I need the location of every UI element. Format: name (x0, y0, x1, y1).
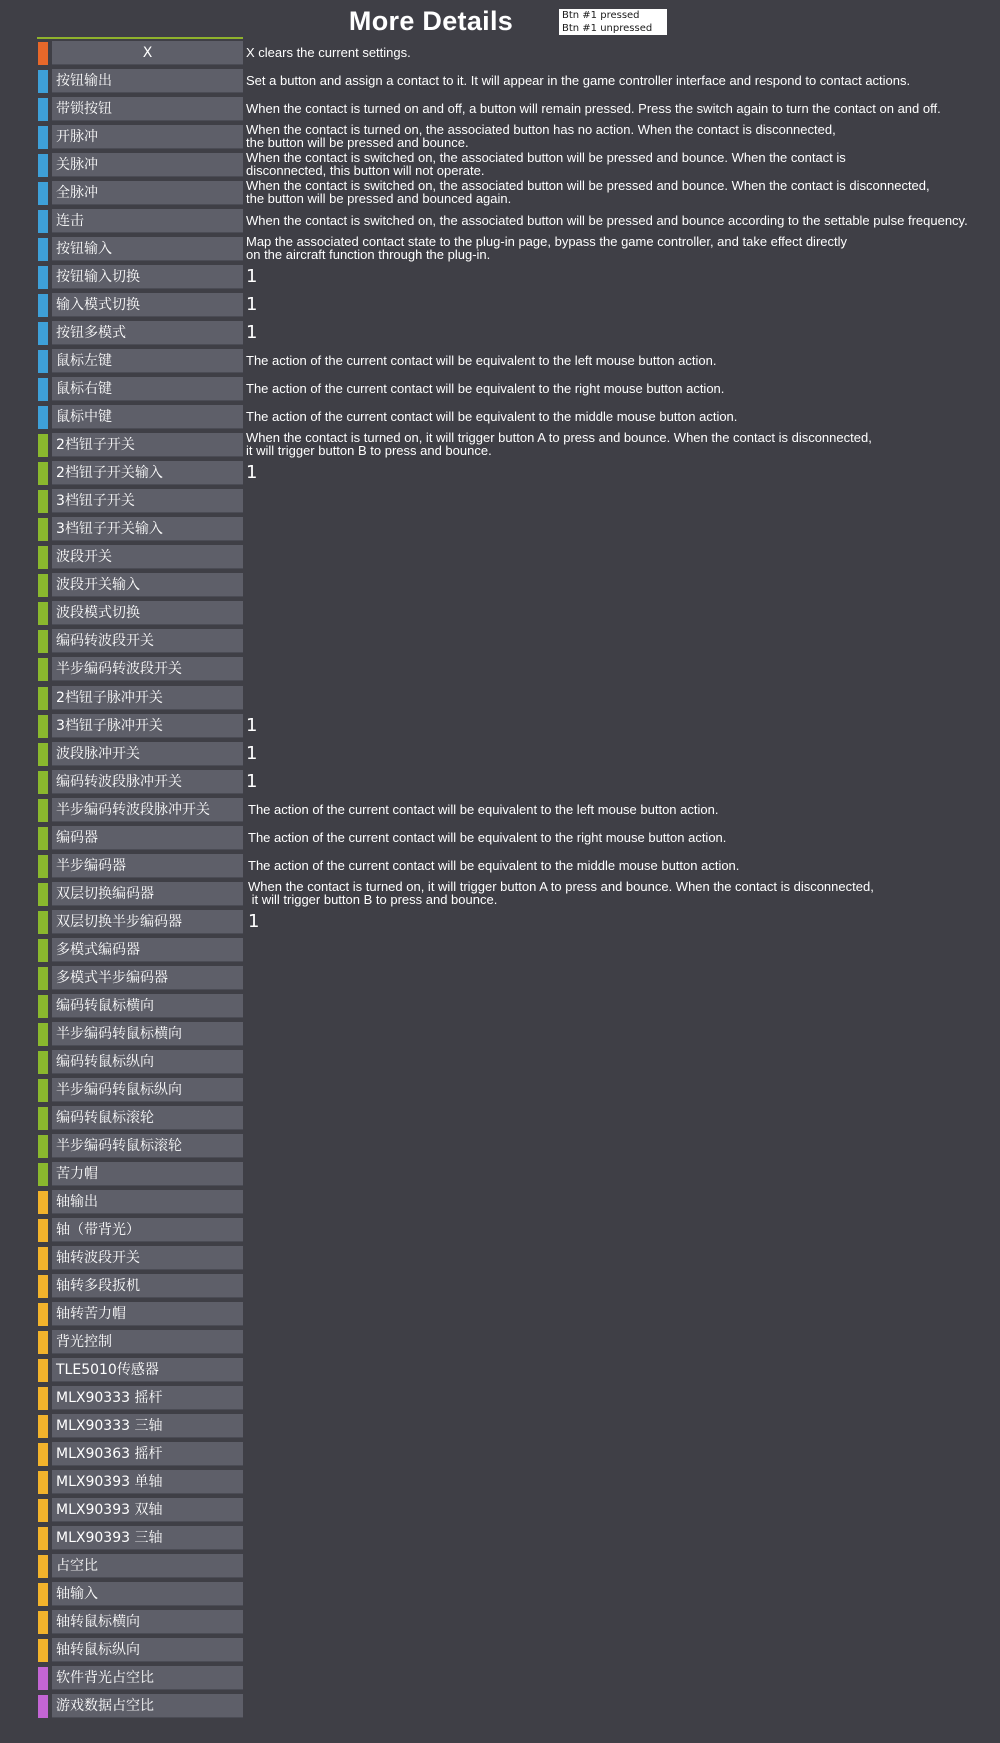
contact-type-button[interactable]: 半步编码转波段脉冲开关 (52, 798, 243, 822)
value-text: 1 (246, 294, 258, 316)
category-color-bar (38, 126, 48, 149)
category-color-bar (38, 827, 48, 850)
category-color-bar (38, 1499, 48, 1522)
category-color-bar (38, 238, 48, 261)
contact-type-button[interactable]: 2档钮子开关 (52, 433, 243, 457)
description-text: The action of the current contact will be equivalent to the middle mouse button action. (246, 409, 738, 425)
description-text: The action of the current contact will be equivalent to the middle mouse button action. (248, 857, 740, 873)
description-text: The action of the current contact will be equivalent to the left mouse button action. (248, 801, 719, 817)
contact-type-button[interactable]: 编码转鼠标横向 (52, 994, 243, 1018)
contact-type-button[interactable]: 波段开关输入 (52, 573, 243, 597)
category-color-bar (38, 406, 48, 429)
category-color-bar (38, 658, 48, 681)
description-text: Set a button and assign a contact to it. It will appear in the game controller interface and respond to contact actions. (246, 73, 911, 88)
contact-type-button[interactable]: 3档钮子开关 (52, 489, 243, 513)
contact-type-button[interactable]: 鼠标右键 (52, 377, 243, 401)
category-color-bar (38, 1471, 48, 1494)
contact-type-button[interactable]: 轴转鼠标纵向 (52, 1638, 243, 1662)
category-color-bar (38, 1695, 48, 1718)
description-text: When the contact is switched on, the associated button will be pressed and bounce according to the settable pulse frequency. (246, 213, 968, 229)
contact-type-button[interactable]: 3档钮子开关输入 (52, 517, 243, 541)
contact-type-button[interactable]: MLX90393 双轴 (52, 1498, 243, 1522)
category-color-bar (38, 743, 48, 766)
contact-type-button[interactable]: 2档钮子开关输入 (52, 461, 243, 485)
legend-unpressed-label: Btn #1 unpressed (562, 23, 653, 34)
contact-type-button[interactable]: 连击 (52, 209, 243, 233)
contact-type-button[interactable]: 背光控制 (52, 1330, 243, 1354)
contact-type-button[interactable]: 轴转波段开关 (52, 1246, 243, 1270)
value-text: 1 (246, 462, 258, 484)
contact-type-button[interactable]: 开脉冲 (52, 125, 243, 149)
contact-type-button[interactable]: 半步编码器 (52, 854, 243, 878)
category-color-bar (38, 855, 48, 878)
category-color-bar (38, 911, 48, 934)
description-text: When the contact is turned on, the associated button has no action. When the contact is disconnected, the button will be pressed and bounce. (246, 122, 836, 151)
contact-type-button[interactable]: 编码转波段开关 (52, 629, 243, 653)
category-color-bar (38, 462, 48, 485)
contact-type-button[interactable]: 鼠标中键 (52, 405, 243, 429)
category-color-bar (38, 1135, 48, 1158)
category-color-bar (38, 1191, 48, 1214)
category-color-bar (38, 1359, 48, 1382)
contact-type-button[interactable]: 编码转鼠标纵向 (52, 1050, 243, 1074)
contact-type-button[interactable]: 苦力帽 (52, 1162, 243, 1186)
contact-type-button[interactable]: 双层切换编码器 (52, 882, 243, 906)
contact-type-button[interactable]: 编码转波段脉冲开关 (52, 770, 243, 794)
category-color-bar (38, 1303, 48, 1326)
category-color-bar (38, 1275, 48, 1298)
contact-type-button[interactable]: 3档钮子脉冲开关 (52, 714, 243, 738)
contact-type-button[interactable]: 游戏数据占空比 (52, 1694, 243, 1718)
category-color-bar (38, 574, 48, 597)
category-color-bar (38, 490, 48, 513)
contact-type-button[interactable]: 波段脉冲开关 (52, 742, 243, 766)
contact-type-button[interactable]: 波段开关 (52, 545, 243, 569)
contact-type-button[interactable]: MLX90333 摇杆 (52, 1386, 243, 1410)
contact-type-button[interactable]: 带锁按钮 (52, 97, 243, 121)
category-color-bar (38, 1611, 48, 1634)
category-color-bar (38, 350, 48, 373)
category-color-bar (38, 182, 48, 205)
category-color-bar (38, 1527, 48, 1550)
category-color-bar (38, 630, 48, 653)
category-color-bar (38, 1387, 48, 1410)
category-color-bar (38, 799, 48, 822)
contact-type-button[interactable]: 多模式编码器 (52, 938, 243, 962)
category-color-bar (38, 1667, 48, 1690)
category-color-bar (38, 1331, 48, 1354)
category-color-bar (38, 939, 48, 962)
contact-type-button[interactable]: 多模式半步编码器 (52, 966, 243, 990)
category-color-bar (38, 98, 48, 121)
category-color-bar (38, 42, 48, 65)
category-color-bar (38, 1079, 48, 1102)
category-color-bar (38, 378, 48, 401)
contact-type-button[interactable]: TLE5010传感器 (52, 1358, 243, 1382)
category-color-bar (38, 266, 48, 289)
contact-type-button[interactable]: 半步编码转鼠标滚轮 (52, 1134, 243, 1158)
contact-type-button[interactable]: 轴（带背光） (52, 1218, 243, 1242)
category-color-bar (38, 294, 48, 317)
category-color-bar (38, 995, 48, 1018)
category-color-bar (38, 1583, 48, 1606)
category-color-bar (38, 210, 48, 233)
category-color-bar (38, 1555, 48, 1578)
button-state-legend (559, 9, 667, 35)
description-text: The action of the current contact will be equivalent to the left mouse button action. (246, 353, 717, 369)
value-text: 1 (246, 770, 258, 792)
category-color-bar (38, 154, 48, 177)
description-text: When the contact is turned on, it will trigger button A to press and bounce. When the contact is disconnected, it will trigger button B to press and bounce. (246, 430, 872, 459)
contact-type-button[interactable]: 编码器 (52, 826, 243, 850)
contact-type-button[interactable]: 编码转鼠标滚轮 (52, 1106, 243, 1130)
contact-type-button[interactable]: 软件背光占空比 (52, 1666, 243, 1690)
contact-type-button[interactable]: 轴转苦力帽 (52, 1302, 243, 1326)
category-color-bar (38, 771, 48, 794)
category-color-bar (38, 1051, 48, 1074)
description-text: X clears the current settings. (246, 45, 411, 60)
description-text: When the contact is switched on, the associated button will be pressed and bounce. When the contact is disconnected, the button will be pressed and bounced again. (246, 178, 930, 207)
category-color-bar (38, 1247, 48, 1270)
value-text: 1 (246, 714, 258, 736)
contact-type-button[interactable]: MLX90333 三轴 (52, 1414, 243, 1438)
header-divider (37, 37, 243, 39)
value-text: 1 (246, 322, 258, 344)
contact-type-button[interactable]: 输入模式切换 (52, 293, 243, 317)
contact-type-button[interactable]: 关脉冲 (52, 153, 243, 177)
contact-type-button[interactable]: 按钮输入切换 (52, 265, 243, 289)
contact-type-button[interactable]: 全脉冲 (52, 181, 243, 205)
category-color-bar (38, 518, 48, 541)
contact-type-button[interactable]: 轴输入 (52, 1582, 243, 1606)
value-text: 1 (246, 742, 258, 764)
contact-type-button[interactable]: 占空比 (52, 1554, 243, 1578)
contact-type-button[interactable]: 鼠标左键 (52, 349, 243, 373)
contact-type-button[interactable]: 半步编码转鼠标纵向 (52, 1078, 243, 1102)
contact-type-button[interactable]: 双层切换半步编码器 (52, 910, 243, 934)
description-text: The action of the current contact will be equivalent to the right mouse button action. (246, 381, 725, 397)
category-color-bar (38, 883, 48, 906)
category-color-bar (38, 715, 48, 738)
value-text: 1 (246, 266, 258, 288)
category-color-bar (38, 967, 48, 990)
contact-type-button[interactable]: MLX90363 摇杆 (52, 1442, 243, 1466)
contact-type-button[interactable]: 按钮多模式 (52, 321, 243, 345)
category-color-bar (38, 1639, 48, 1662)
category-color-bar (38, 1163, 48, 1186)
clear-button[interactable]: X (52, 41, 243, 65)
contact-type-button[interactable]: 轴输出 (52, 1190, 243, 1214)
contact-type-button[interactable]: 波段模式切换 (52, 601, 243, 625)
legend-pressed-label: Btn #1 pressed (562, 10, 640, 21)
category-color-bar (38, 1023, 48, 1046)
description-text: When the contact is turned on, it will trigger button A to press and bounce. When the contact is disconnected, it will trigger button B to press and bounce. (248, 878, 874, 907)
contact-type-button[interactable]: MLX90393 三轴 (52, 1526, 243, 1550)
description-text: The action of the current contact will be equivalent to the right mouse button action. (248, 829, 727, 845)
category-color-bar (38, 1107, 48, 1130)
contact-type-button[interactable]: 2档钮子脉冲开关 (52, 686, 243, 710)
description-text: When the contact is switched on, the associated button will be pressed and bounce. When the contact is disconnected, this button will not operate. (246, 150, 846, 179)
contact-type-button[interactable]: 按钮输入 (52, 237, 243, 261)
category-color-bar (38, 1443, 48, 1466)
category-color-bar (38, 434, 48, 457)
contact-type-button[interactable]: MLX90393 单轴 (52, 1470, 243, 1494)
page-title: More Details (348, 6, 514, 36)
contact-type-button[interactable]: 轴转鼠标横向 (52, 1610, 243, 1634)
contact-type-button[interactable]: 半步编码转鼠标横向 (52, 1022, 243, 1046)
category-color-bar (38, 1219, 48, 1242)
category-color-bar (38, 602, 48, 625)
description-text: Map the associated contact state to the plug-in page, bypass the game controller, and take effect directly on the aircraft function through the plug-in. (246, 234, 848, 263)
contact-type-button[interactable]: 半步编码转波段开关 (52, 657, 243, 681)
category-color-bar (38, 687, 48, 710)
category-color-bar (38, 546, 48, 569)
value-text: 1 (248, 910, 260, 932)
category-color-bar (38, 70, 48, 93)
contact-type-button[interactable]: 轴转多段扳机 (52, 1274, 243, 1298)
category-color-bar (38, 1415, 48, 1438)
contact-type-button[interactable]: 按钮输出 (52, 69, 243, 93)
category-color-bar (38, 322, 48, 345)
description-text: When the contact is turned on and off, a button will remain pressed. Press the switch again to turn the contact on and off. (246, 101, 941, 116)
